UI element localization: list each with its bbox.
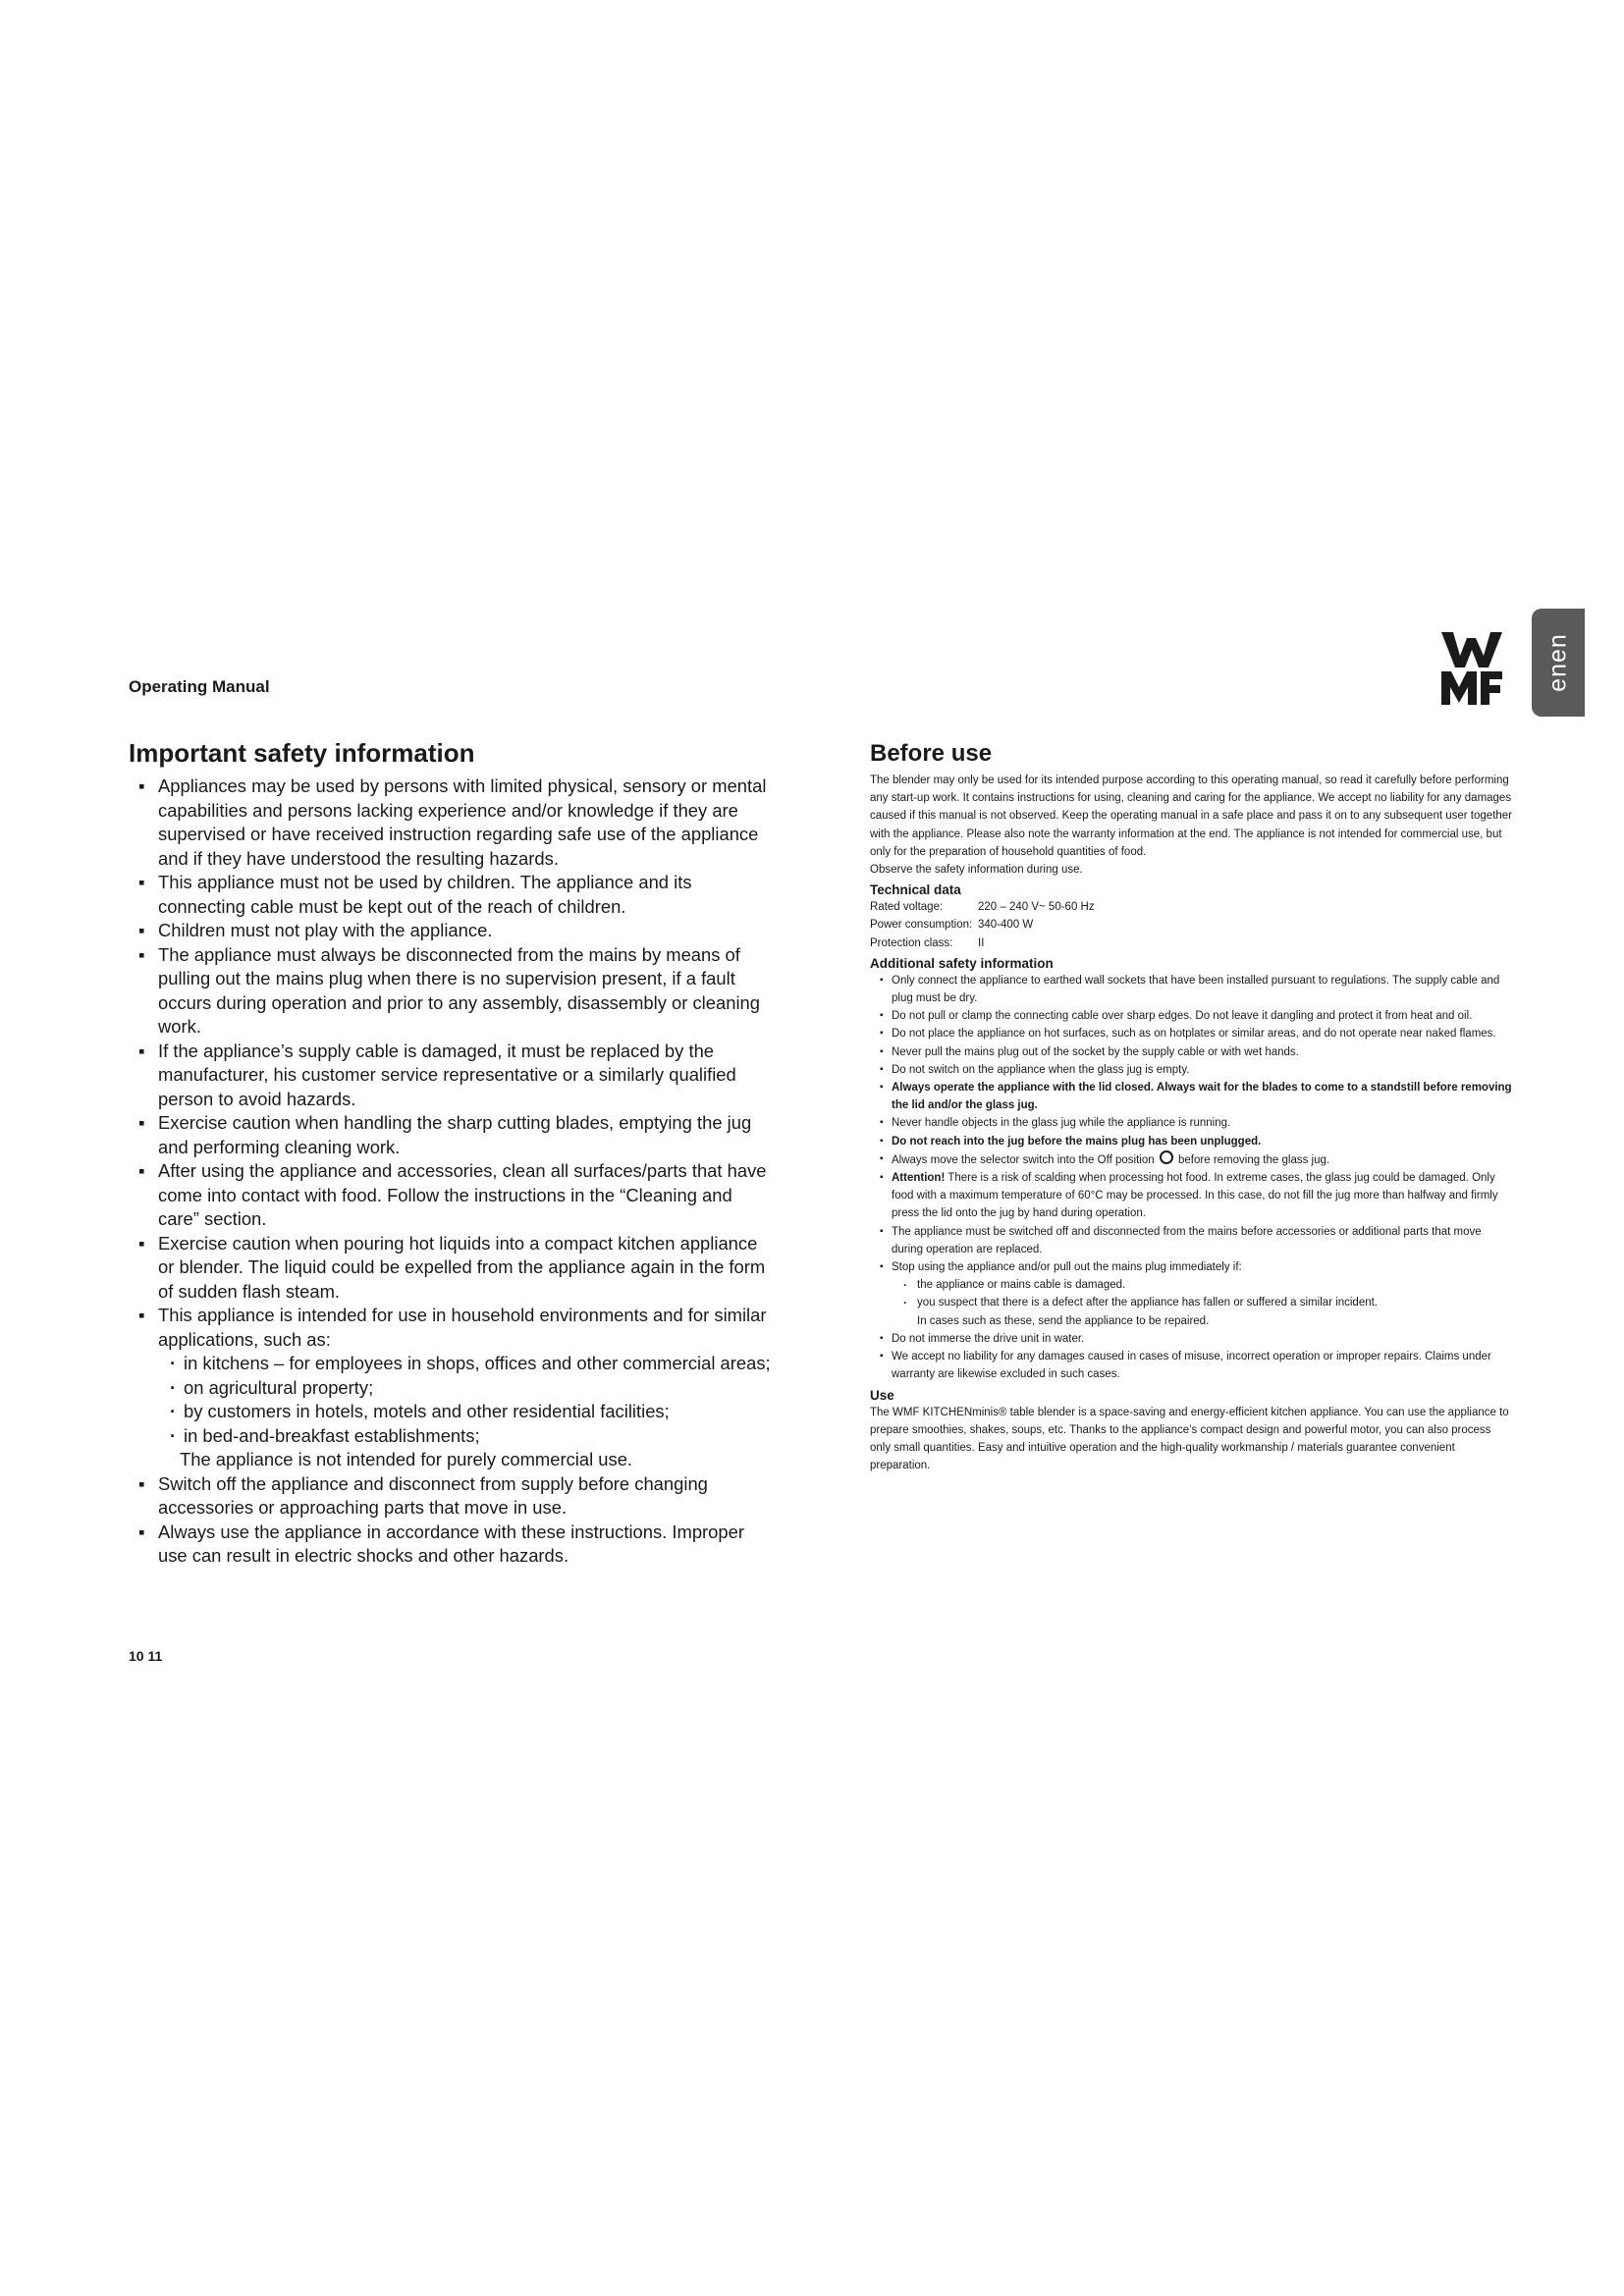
spec-value: 220 – 240 V~ 50-60 Hz xyxy=(978,901,1095,914)
safety-item: ▪ Switch off the appliance and disconnect from supply before changing accessories or approaching parts that move in use. xyxy=(138,1472,777,1521)
safety-item: ▪ Exercise caution when handling the sharp cutting blades, emptying the jug and performing cleaning work. xyxy=(138,1111,777,1159)
spec-label: Power consumption: xyxy=(870,919,973,932)
technical-data-heading: Technical data xyxy=(870,882,961,898)
additional-safety-item: ▪ Only connect the appliance to earthed wall sockets that have been installed pursuant to regulations. The supply cable and plug must be dry. xyxy=(880,972,1512,1007)
additional-safety-heading: Additional safety information xyxy=(870,955,1054,971)
additional-safety-item: ▪ Do not place the appliance on hot surfaces, such as on hotplates or similar areas, and do not operate near naked flames. xyxy=(880,1025,1512,1042)
additional-safety-item: ▪ We accept no liability for any damages caused in cases of misuse, incorrect operation or improper repairs. Claims under warranty are likewise excluded in such cases. xyxy=(880,1348,1512,1383)
additional-safety-item-selector xyxy=(880,1150,1512,1169)
intro-paragraph: The blender may only be used for its intended purpose according to this operating manual, so read it carefully before performing any start-up work. It contains instructions for using, cleaning and caring for the appliance. We accept no liability for any damages caused if this manual is not observed. Keep the operating manual in a safe place and pass it on to any subsequent user together with the appliance. Please also note the warranty information at the end. The appliance is not intended for commercial use, but only for the preparation of household quantities of food. xyxy=(870,774,1513,858)
use-heading: Use xyxy=(870,1387,894,1403)
observe-note: Observe the safety information during use. xyxy=(870,864,1083,877)
additional-safety-item-attention xyxy=(880,1169,1512,1223)
safety-item: ▪ Children must not play with the appliance. xyxy=(138,919,777,943)
application-sub-item: · in kitchens – for employees in shops, offices and other commercial areas; xyxy=(162,1352,777,1376)
use-paragraph: The WMF KITCHENminis® table blender is a space-saving and energy-efficient kitchen appliance. You can use the appliance to prepare smoothies, shakes, soups, etc. Thanks to the appliance’s compact design and powerful motor, you can also process only small quantities. Easy and intuitive operation and the high-quality workmanship / materials guarantee convenient preparation. xyxy=(870,1406,1509,1472)
spec-row-power xyxy=(870,916,1512,934)
application-sub-item: · on agricultural property; xyxy=(162,1376,777,1401)
language-tab[interactable] xyxy=(1532,609,1585,717)
additional-safety-item: ▪ Stop using the appliance and/or pull out the mains plug immediately if: xyxy=(880,1258,1512,1276)
spec-row-protection xyxy=(870,934,1512,952)
safety-list xyxy=(129,774,777,1569)
before-use-title: Before use xyxy=(870,740,993,767)
attention-text: There is a risk of scalding when processing hot food. In extreme cases, the glass jug could be damaged. Only food with a maximum temperature of 60°C may be processed. In this case, do not fill the jug more than halfway and firmly press the lid onto the jug by hand during operation. xyxy=(892,1172,1498,1220)
safety-item: ▪ This appliance must not be used by children. The appliance and its connecting cable must be kept out of the reach of children. xyxy=(138,871,777,919)
manual-header-label: Operating Manual xyxy=(129,677,270,696)
safety-title: Important safety information xyxy=(129,738,475,768)
before-use-section xyxy=(870,740,1512,1474)
repair-note xyxy=(897,1312,1512,1330)
safety-item: ▪ Appliances may be used by persons with limited physical, sensory or mental capabilities and persons lacking experience and/or knowledge if they are supervised or have received instruction regarding safe use of the appliance and if they have understood the resulting hazards. xyxy=(138,774,777,871)
additional-safety-item: ▪ Do not reach into the jug before the mains plug has been unplugged. xyxy=(880,1133,1512,1150)
spec-value: II xyxy=(978,936,985,949)
additional-safety-item: ▪ Do not pull or clamp the connecting cable over sharp edges. Do not leave it dangling and protect it from heat and oil. xyxy=(880,1007,1512,1025)
safety-item: ▪ Exercise caution when pouring hot liquids into a compact kitchen appliance or blender. The liquid could be expelled from the appliance again in the form of sudden flash steam. xyxy=(138,1232,777,1305)
off-position-icon xyxy=(1160,1150,1173,1164)
application-sub-item: · by customers in hotels, motels and other residential facilities; xyxy=(162,1400,777,1424)
selector-text: Always move the selector switch into the Off position xyxy=(892,1153,1155,1166)
safety-item: ▪ This appliance is intended for use in household environments and for similar applications, such as: xyxy=(138,1304,777,1352)
spec-label: Protection class: xyxy=(870,936,953,949)
additional-safety-list xyxy=(870,972,1512,1384)
selector-text-end: before removing the glass jug. xyxy=(1178,1153,1330,1166)
stop-condition-item: · you suspect that there is a defect after the appliance has fallen or suffered a similar incident. xyxy=(897,1294,1512,1311)
spec-value: 340-400 W xyxy=(978,919,1034,932)
commercial-use-note: The appliance is not intended for purely commercial use. xyxy=(180,1449,633,1469)
safety-item: ▪ After using the appliance and accessories, clean all surfaces/parts that have come into contact with food. Follow the instructions in the “Cleaning and care” section. xyxy=(138,1159,777,1232)
repair-note-text: In cases such as these, send the appliance to be repaired. xyxy=(917,1314,1210,1327)
spec-row-voltage xyxy=(870,898,1512,916)
additional-safety-item: ▪ Do not immerse the drive unit in water. xyxy=(880,1330,1512,1348)
spec-label: Rated voltage: xyxy=(870,901,944,914)
additional-safety-item: ▪ The appliance must be switched off and disconnected from the mains before accessories or additional parts that move during operation are replaced. xyxy=(880,1223,1512,1258)
stop-condition-item: · the appliance or mains cable is damaged. xyxy=(897,1276,1512,1294)
additional-safety-item: ▪ Do not switch on the appliance when the glass jug is empty. xyxy=(880,1061,1512,1079)
additional-safety-item: ▪ Never handle objects in the glass jug while the appliance is running. xyxy=(880,1114,1512,1132)
safety-item: ▪ If the appliance’s supply cable is damaged, it must be replaced by the manufacturer, his customer service representative or a similarly qualified person to avoid hazards. xyxy=(138,1040,777,1112)
safety-item: ▪ The appliance must always be disconnected from the mains by means of pulling out the mains plug when there is no supervision present, if a fault occurs during operation and prior to any assembly, disassembly or cleaning work. xyxy=(138,943,777,1040)
safety-section xyxy=(129,738,777,1569)
wmf-logo xyxy=(1441,632,1512,705)
additional-safety-item: ▪ Always operate the appliance with the lid closed. Always wait for the blades to come to a standstill before removing the lid and/or the glass jug. xyxy=(880,1079,1512,1114)
safety-item: ▪ Always use the appliance in accordance with these instructions. Improper use can result in electric shocks and other hazards. xyxy=(138,1521,777,1569)
additional-safety-item: ▪ Never pull the mains plug out of the socket by the supply cable or with wet hands. xyxy=(880,1043,1512,1061)
application-sub-item: · in bed-and-breakfast establishments; xyxy=(162,1424,777,1449)
attention-label: Attention! xyxy=(892,1172,946,1185)
language-tab-label: enen xyxy=(1543,633,1572,692)
page-numbers: 10 11 xyxy=(129,1648,163,1664)
